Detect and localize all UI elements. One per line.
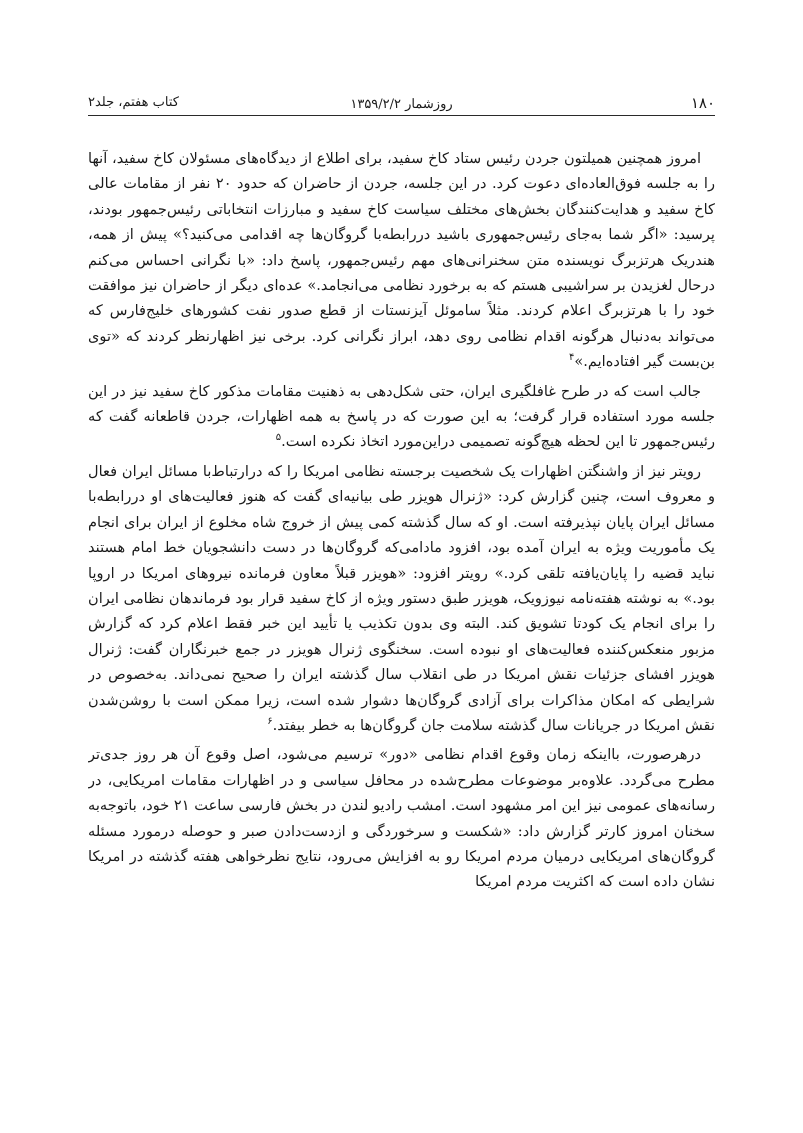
footnote-marker: ۶: [267, 716, 273, 728]
paragraph-text: جالب است که در طرح غافلگیری ایران، حتی شکل‌دهی به ذهنیت مقامات مذکور کاخ سفید نیز در این جلسه مورد استفاده قرار گرفت؛ به این صورت که در پاسخ به همه اظهارات، جردن قاطعانه گفت که رئیس‌جمهور تا این لحظه هیچ‌گونه تصمیمی دراین‌مورد اتخاذ نکرده است.: [88, 382, 715, 451]
footnote-marker: ۴: [568, 352, 575, 364]
paragraph-text: رویتر نیز از واشنگتن اظهارات یک شخصیت برجسته نظامی امریکا را که درارتباط‌با مسائل ایران فعال و معروف است، چنین گزارش کرد: «ژنرال هویزر طی بیانیه‌ای گفت که هنوز فعالیت‌های او دررابطه‌با مسائل ایران پایان نپذیرفته است. او که سال گذشته کمی پیش از خروج شاه مخلوع از ایران برای انجام یک مأموریت ویژه به ایران آمده بود، افزود مادامی‌که گروگان‌ها در دست دانشجویان خط امام هستند نباید قضیه را پایان‌یافته تلقی کرد.» رویتر افزود: «هویزر قبلاً معاون فرمانده نیروهای امریکا در اروپا بود.» به نوشته هفته‌نامه نیوزویک، هویزر طبق دستور ویژه از کاخ سفید قرار بود فرماندهان نظامی ایران را برای انجام یک کودتا تشویق کند. البته وی بدون تکذیب یا تأیید این خبر فقط اعلام کرد که گزارش مزبور منعکس‌کننده فعالیت‌های او نبوده است. سخنگوی ژنرال هویزر در جمع خبرنگاران گفت: ژنرال هویزر افشای جزئیات نقش امریکا در طی انقلاب سال گذشته ایران را صحیح نمی‌داند. به‌خصوص در شرایطی که امکان مذاکرات برای آزادی گروگان‌ها دشوار شده است، زیرا ممکن است با روشن‌شدن نقش امریکا در جریانات سال گذشته سلامت جان گروگان‌ها به خطر بیفتد.: [88, 462, 715, 734]
body-text: [88, 146, 715, 1113]
header-rule: [88, 115, 715, 116]
page-number: ۱۸۰: [690, 94, 715, 112]
running-head: روزشمار ۱۳۵۹/۲/۲: [350, 97, 453, 112]
book-title: کتاب هفتم، جلد۲: [88, 95, 179, 110]
paragraph: [88, 459, 715, 738]
paragraph: [88, 742, 715, 894]
paragraph: [88, 146, 715, 375]
paragraph-text: امروز همچنین همیلتون جردن رئیس ستاد کاخ سفید، برای اطلاع از دیدگاه‌های مسئولان کاخ سفید، آنها را به جلسه فوق‌العاده‌ای دعوت کرد. در این جلسه، جردن از حاضران که حدود ۲۰ نفر از مقامات عالی کاخ سفید و هدایت‌کنندگان بخش‌های مختلف سیاست کاخ سفید و مبارزات انتخاباتی رئیس‌جمهور بودند، پرسید: «اگر شما به‌جای رئیس‌جمهوری باشید دررابطه‌با گروگان‌ها چه اقدامی می‌کنید؟» پیش از همه، هندریک هرتزبرگ نویسنده متن سخنرانی‌های مهم رئیس‌جمهور، پاسخ داد: «با نگرانی احساس می‌کنم درحال لغزیدن بر سراشیبی هستم که به برخورد نظامی می‌انجامد.» عده‌ای دیگر از حاضران نیز موافقت خود را با هرتزبرگ اعلام کردند. مثلاً ساموئل آیزنستات از قطع صدور نفت کشورهای خلیج‌فارس که می‌تواند به‌دنبال هرگونه اقدام نظامی روی دهد، ابراز نگرانی کرد. برخی نیز اظهارنظر کردند که «توی بن‌بست گیر افتاده‌ایم.»: [88, 150, 715, 371]
footnote-marker: ۵: [275, 432, 282, 444]
paragraph-text: درهرصورت، بااینکه زمان وقوع اقدام نظامی «دور» ترسیم می‌شود، اصل وقوع آن هر روز جدی‌تر مطرح می‌گردد. علاوه‌بر موضوعات مطرح‌شده در محافل سیاسی و در اظهارات مقامات امریکایی، در رسانه‌های عمومی نیز این امر مشهود است. امشب رادیو لندن در بخش فارسی ساعت ۲۱ خود، باتوجه‌به سخنان امروز کارتر گزارش داد: «شکست و سرخوردگی و ازدست‌دادن صبر و حوصله درمورد مسئله گروگان‌های امریکایی درمیان مردم امریکا رو به افزایش می‌رود، نتایج نظرخواهی هفته گذشته در امریکا نشان داده است که اکثریت مردم امریکا: [88, 746, 715, 891]
paragraph: [88, 379, 715, 455]
